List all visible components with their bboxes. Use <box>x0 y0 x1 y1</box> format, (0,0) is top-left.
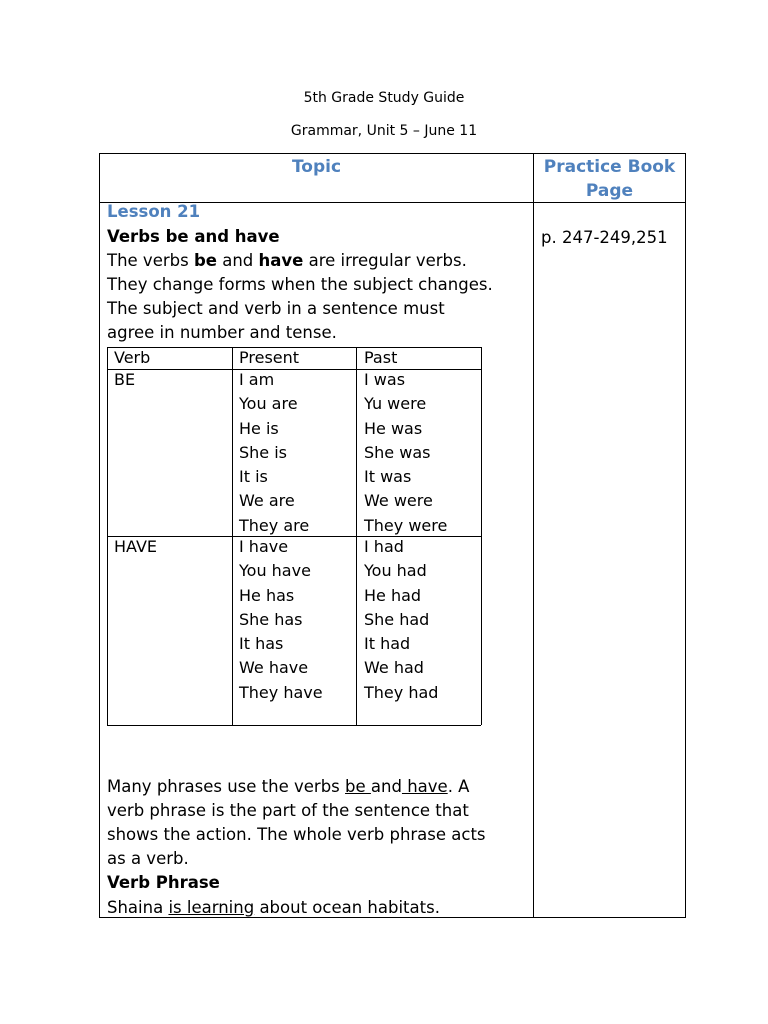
present-form: You are <box>239 394 298 414</box>
verb-phrase-heading: Verb Phrase <box>107 873 220 892</box>
intro-line-2: They change forms when the subject changes. <box>107 275 493 294</box>
phrases-word-be: be <box>345 777 371 796</box>
table-border-top <box>99 153 686 154</box>
intro-text-c: are irregular verbs. <box>303 251 467 270</box>
present-form: We are <box>239 491 295 511</box>
past-form: Yu were <box>364 394 427 414</box>
past-form: It had <box>364 634 411 654</box>
example-sentence <box>107 896 440 920</box>
column-header-practice-book <box>534 155 685 203</box>
past-form: We had <box>364 658 424 678</box>
past-form: She was <box>364 442 431 462</box>
example-verb-phrase: is learning <box>168 898 255 917</box>
intro-line-4: agree in number and tense. <box>107 323 337 342</box>
page-reference: p. 247-249,251 <box>541 228 668 247</box>
column-header-practice-line2: Page <box>585 181 634 201</box>
verb-table-right <box>481 347 482 725</box>
phrases-text-c: . A <box>447 777 470 796</box>
verb-name-have: HAVE <box>114 537 158 556</box>
intro-word-have: have <box>258 251 304 270</box>
present-form: I am <box>239 370 275 389</box>
verb-header-present: Present <box>239 348 300 367</box>
past-form: I had <box>364 537 404 556</box>
verb-name-be: BE <box>114 370 136 389</box>
past-form: She had <box>364 609 430 629</box>
page-subtitle: Grammar, Unit 5 – June 11 <box>290 123 478 139</box>
verb-header-past: Past <box>364 348 398 367</box>
phrases-line-4: as a verb. <box>107 849 189 868</box>
table-border-right <box>685 153 686 917</box>
past-form: They were <box>364 515 448 535</box>
intro-text-b: and <box>216 251 259 270</box>
phrases-line-2: verb phrase is the part of the sentence that <box>107 801 469 820</box>
phrases-line-1 <box>107 775 469 799</box>
present-form: She has <box>239 609 303 629</box>
present-form: We have <box>239 658 309 678</box>
past-form: I was <box>364 370 406 389</box>
phrases-text-a: Many phrases use the verbs <box>107 777 346 796</box>
past-form: They had <box>364 682 439 702</box>
verb-table-col1 <box>232 347 233 725</box>
intro-word-be: be <box>193 251 217 270</box>
present-form: They have <box>239 682 323 702</box>
present-form: I have <box>239 537 289 556</box>
verb-header-verb: Verb <box>114 348 151 367</box>
intro-line-3: The subject and verb in a sentence must <box>107 299 445 318</box>
past-forms-be <box>364 368 447 538</box>
example-text-a: Shaina <box>107 898 169 917</box>
past-form: We were <box>364 491 433 511</box>
present-form: You have <box>239 561 311 581</box>
example-text-b: about ocean habitats. <box>254 898 440 917</box>
verb-table-col2 <box>356 347 357 725</box>
intro-text-a: The verbs <box>107 251 194 270</box>
present-form: She is <box>239 442 288 462</box>
column-header-topic: Topic <box>291 157 342 177</box>
past-forms-have <box>364 535 438 705</box>
verb-table-bottom <box>107 725 481 726</box>
table-column-divider <box>533 153 534 917</box>
lesson-label: Lesson 21 <box>107 202 201 221</box>
present-form: He is <box>239 418 279 438</box>
past-form: You had <box>364 561 427 581</box>
present-forms-be <box>239 368 309 538</box>
page-title: 5th Grade Study Guide <box>303 90 465 106</box>
phrases-text-b: and <box>370 777 402 796</box>
past-form: He was <box>364 418 423 438</box>
present-forms-have <box>239 535 323 705</box>
intro-line-1 <box>107 249 467 273</box>
verb-table-left <box>107 347 108 725</box>
phrases-line-3: shows the action. The whole verb phrase acts <box>107 825 486 844</box>
past-form: It was <box>364 467 412 487</box>
table-border-left <box>99 153 100 917</box>
present-form: It is <box>239 467 268 487</box>
present-form: They are <box>239 515 310 535</box>
column-header-practice-line1: Practice Book <box>543 157 676 177</box>
present-form: He has <box>239 585 295 605</box>
present-form: It has <box>239 634 284 654</box>
past-form: He had <box>364 585 422 605</box>
lesson-heading: Verbs be and have <box>107 227 280 246</box>
phrases-word-have: have <box>401 777 448 796</box>
